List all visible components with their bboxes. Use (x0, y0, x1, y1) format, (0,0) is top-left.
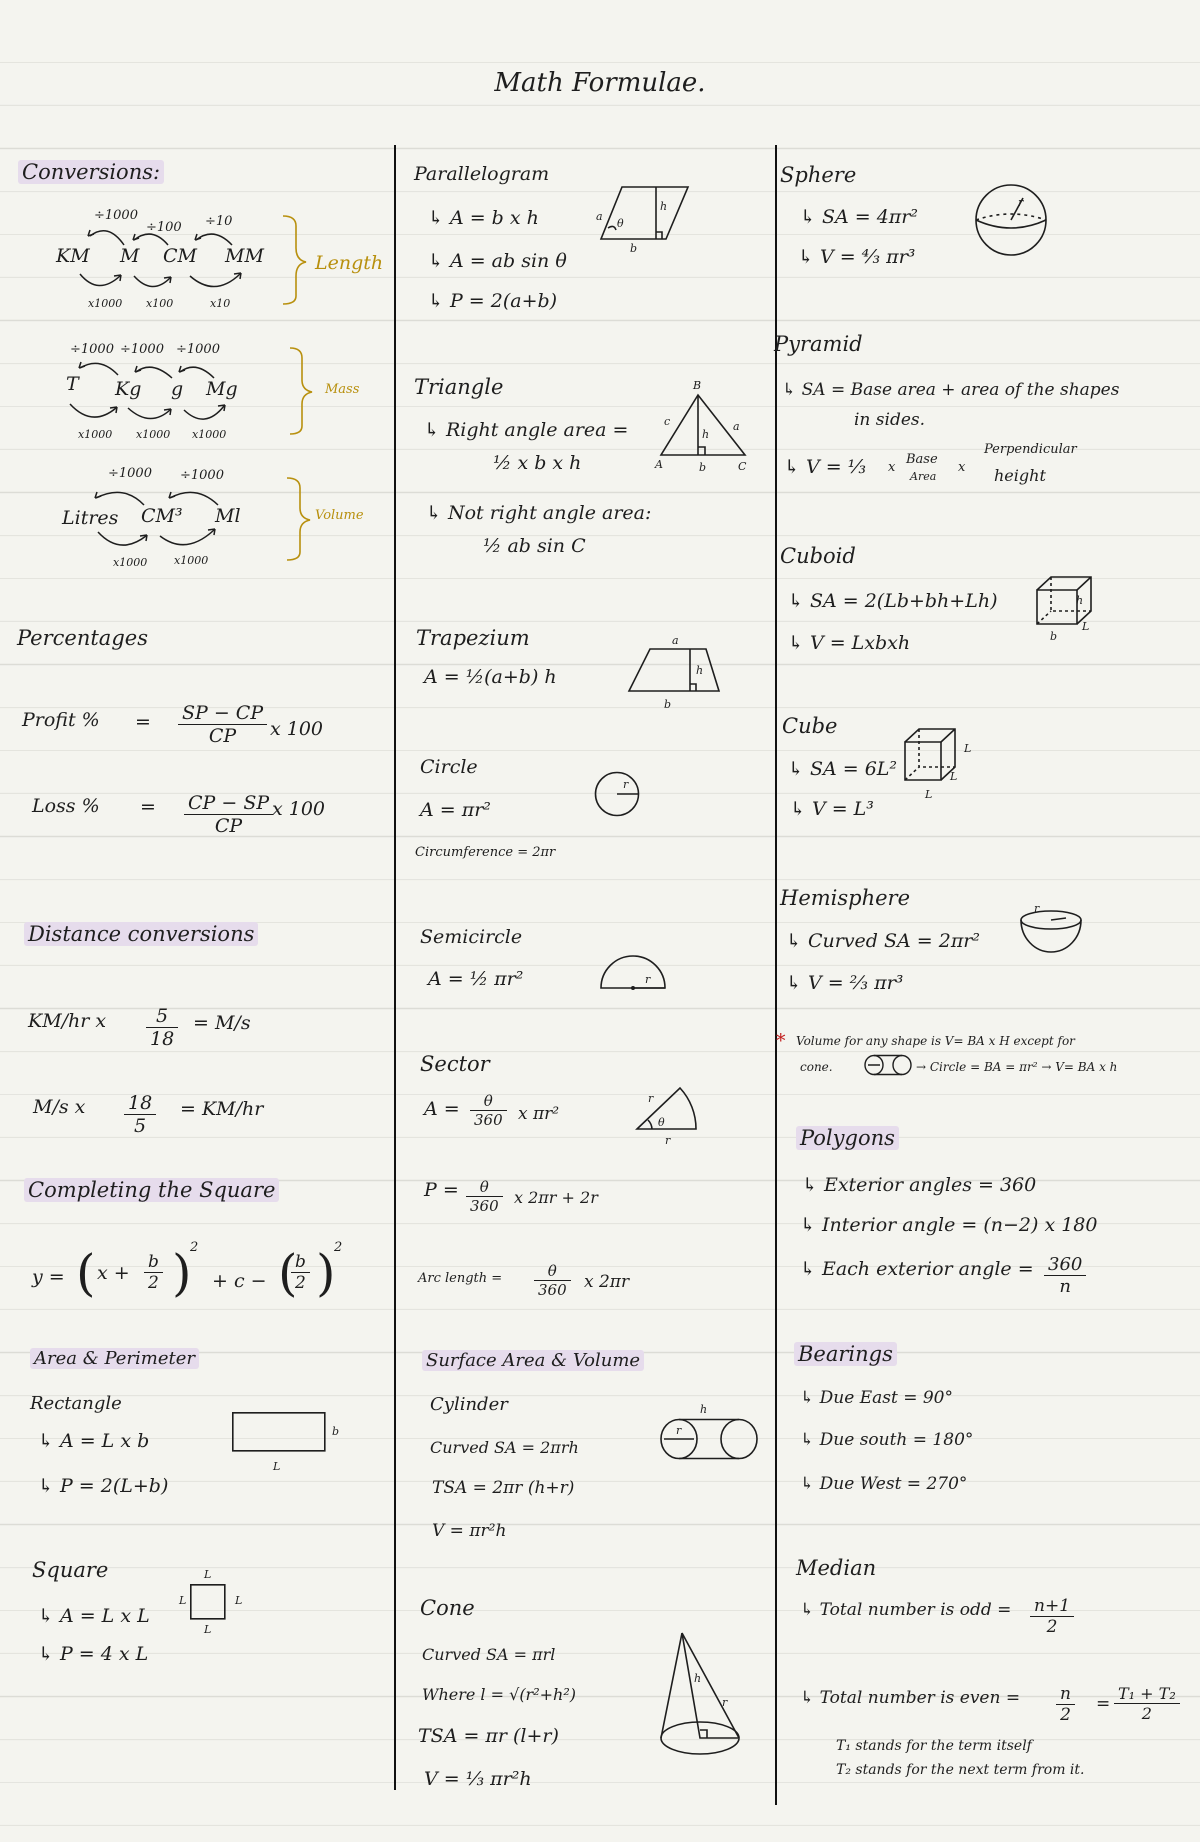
completing-b-over-2-second: $\frac{b}{2}$ (291, 1252, 310, 1293)
square-label-bottom: L (204, 1623, 212, 1636)
length-unit-m: M (120, 245, 140, 267)
mass-divide-1: ÷1000 (70, 342, 114, 357)
note-star: * (776, 1030, 786, 1052)
bearing-south: ↳ Due south = 180° (800, 1430, 974, 1450)
note-cylinder-sketch (864, 1054, 912, 1076)
median-even-fraction: $\frac{n}{2}$ (1056, 1684, 1075, 1725)
square-area: ↳ A = L x L (38, 1605, 150, 1627)
cube-label-bottom: L (925, 788, 933, 801)
column-divider-right (775, 145, 777, 1805)
length-unit-km: KM (56, 245, 90, 267)
volume-unit-cm3: CM³ (141, 505, 183, 527)
square-diagram (190, 1584, 226, 1620)
rectangle-label-b: b (332, 1425, 340, 1438)
trapezium-label-a: a (672, 634, 679, 647)
triangle-general-area-formula: ½ ab sin C (483, 535, 586, 557)
circle-diagram (594, 771, 640, 817)
distance-heading: Distance conversions (24, 922, 258, 946)
median-note-t1: T₁ stands for the term itself (836, 1738, 1032, 1754)
pyramid-area: Area (910, 470, 937, 483)
median-even-equals: = (1096, 1694, 1111, 1714)
parallelogram-label-theta: θ (617, 217, 624, 230)
trapezium-title: Trapezium (416, 626, 530, 650)
pyramid-height: height (994, 466, 1046, 485)
parallelogram-label-a: a (596, 210, 603, 223)
triangle-label-A: A (655, 458, 663, 471)
length-unit-cm: CM (163, 245, 197, 267)
sphere-label-r: r (1018, 196, 1024, 209)
rectangle-label-l: L (273, 1460, 281, 1473)
profit-multiplier: x 100 (270, 718, 324, 740)
pyramid-times-1: x (888, 460, 896, 475)
loss-fraction: $\frac{CP - SP}{CP}$ (184, 792, 273, 837)
triangle-title: Triangle (414, 375, 504, 399)
completing-open-paren: ( (76, 1244, 96, 1302)
triangle-label-c: c (664, 415, 671, 428)
sector-title: Sector (420, 1052, 490, 1076)
distance-row2-left: M/s x (33, 1096, 86, 1118)
hemisphere-volume: ↳ V = ⅔ πr³ (786, 972, 904, 994)
length-label: Length (315, 252, 384, 274)
triangle-right-area-label: ↳ Right angle area = (424, 419, 629, 441)
cuboid-label-l: L (1082, 620, 1090, 633)
length-multiply-2: x100 (146, 297, 174, 310)
sector-area-fraction: $\frac{\theta}{360}$ (470, 1092, 507, 1129)
volume-unit-litres: Litres (62, 507, 119, 529)
bearing-east: ↳ Due East = 90° (800, 1388, 953, 1408)
median-even: ↳ Total number is even = (800, 1688, 1021, 1708)
profit-label: Profit % (22, 709, 100, 731)
sphere-diagram (975, 184, 1047, 256)
cylinder-tsa: TSA = 2πr (h+r) (432, 1478, 575, 1498)
mass-label: Mass (325, 382, 360, 397)
loss-label: Loss % (32, 795, 100, 817)
cube-title: Cube (782, 714, 838, 738)
cuboid-label-h: h (1076, 594, 1084, 607)
pyramid-volume: ↳ V = ⅓ (784, 456, 867, 478)
square-perimeter: ↳ P = 4 x L (38, 1643, 149, 1665)
cylinder-label-r: r (676, 1424, 682, 1437)
cube-label-right: L (964, 742, 972, 755)
triangle-right-area-formula: ½ x b x h (493, 452, 582, 474)
bearings-title: Bearings (794, 1342, 897, 1366)
sector-label-r-lower: r (665, 1134, 671, 1147)
cuboid-diagram (1036, 576, 1092, 626)
cone-curved-sa: Curved SA = πrl (422, 1645, 556, 1664)
trapezium-diagram (628, 648, 720, 692)
square-label-right: L (235, 1594, 243, 1607)
median-title: Median (796, 1556, 877, 1580)
polygons-interior: ↳ Interior angle = (n−2) x 180 (800, 1214, 1098, 1236)
square-label-left: L (179, 1594, 187, 1607)
note-line-2-cone: cone. (800, 1060, 833, 1074)
distance-row2-right: = KM/hr (180, 1098, 264, 1120)
triangle-label-b: b (699, 461, 707, 474)
bearing-west: ↳ Due West = 270° (800, 1474, 968, 1494)
sector-perimeter-suffix: x 2πr + 2r (514, 1188, 598, 1207)
completing-square-2: 2 (334, 1240, 343, 1255)
sector-area-suffix: x πr² (518, 1104, 560, 1124)
cone-label-h: h (694, 1672, 702, 1685)
length-unit-mm: MM (225, 245, 264, 267)
pyramid-perpendicular: Perpendicular (984, 442, 1077, 457)
sector-diagram (636, 1084, 698, 1130)
trapezium-label-b: b (664, 698, 672, 711)
cube-surface-area: ↳ SA = 6L² (788, 758, 898, 780)
pyramid-times-2: x (958, 460, 966, 475)
rectangle-title: Rectangle (30, 1393, 122, 1414)
completing-heading: Completing the Square (24, 1178, 279, 1202)
completing-b-over-2: $\frac{b}{2}$ (144, 1252, 163, 1293)
volume-divide-1: ÷1000 (108, 466, 152, 481)
mass-unit-mg: Mg (206, 378, 238, 400)
trapezium-area: A = ½(a+b) h (424, 666, 557, 688)
cube-label-depth: L (950, 770, 958, 783)
distance-row2-fraction: $\frac{18}{5}$ (124, 1092, 156, 1137)
rectangle-area: ↳ A = L x b (38, 1430, 150, 1452)
area-perimeter-heading: Area & Perimeter (30, 1348, 199, 1369)
cone-label-r: r (722, 1696, 728, 1709)
completing-y: y = (32, 1266, 65, 1288)
mass-multiply-1: x1000 (78, 428, 113, 441)
profit-fraction: $\frac{SP - CP}{CP}$ (178, 702, 267, 747)
sphere-surface-area: ↳ SA = 4πr² (800, 206, 918, 228)
volume-multiply-1: x1000 (113, 556, 148, 569)
note-line-1: Volume for any shape is V= BA x H except for (796, 1034, 1075, 1048)
semicircle-diagram (600, 950, 666, 990)
hemisphere-diagram (1020, 910, 1082, 954)
cube-volume: ↳ V = L³ (790, 798, 874, 820)
cylinder-title: Cylinder (430, 1394, 508, 1415)
parallelogram-area-bh: ↳ A = b x h (428, 207, 539, 229)
sector-arc-length-prefix: Arc length = (418, 1271, 503, 1286)
page-title: Math Formulae. (494, 68, 706, 98)
cuboid-label-b: b (1050, 630, 1058, 643)
rectangle-perimeter: ↳ P = 2(L+b) (38, 1475, 169, 1497)
pyramid-surface-area: ↳ SA = Base area + area of the shapes (782, 380, 1120, 400)
sector-label-theta: θ (658, 1116, 665, 1129)
polygons-exterior-sum: ↳ Exterior angles = 360 (802, 1174, 1037, 1196)
distance-row1-left: KM/hr x (28, 1010, 107, 1032)
completing-open-paren-2: ( (278, 1244, 298, 1302)
volume-arrows (0, 0, 1, 1)
length-divide-1: ÷1000 (94, 208, 138, 223)
cube-diagram (904, 728, 956, 782)
parallelogram-perimeter: ↳ P = 2(a+b) (428, 290, 558, 312)
parallelogram-title: Parallelogram (414, 163, 550, 185)
profit-equals: = (135, 711, 151, 733)
median-note-t2: T₂ stands for the next term from it. (836, 1762, 1085, 1778)
square-label-top: L (204, 1568, 212, 1581)
triangle-label-B: B (693, 379, 702, 392)
hemisphere-label-r: r (1034, 902, 1040, 915)
volume-label: Volume (315, 508, 364, 523)
surface-volume-heading: Surface Area & Volume (422, 1350, 644, 1371)
cone-volume: V = ⅓ πr²h (424, 1768, 532, 1790)
note-line-2-formula: → Circle = BA = πr² → V= BA x h (916, 1060, 1118, 1074)
sector-arc-length-fraction: $\frac{\theta}{360}$ (534, 1262, 571, 1299)
pyramid-base: Base (906, 452, 938, 467)
cylinder-curved-sa: Curved SA = 2πrh (430, 1438, 579, 1457)
loss-equals: = (140, 796, 156, 818)
sector-label-r-upper: r (648, 1092, 654, 1105)
sector-area-prefix: A = (424, 1098, 460, 1120)
cuboid-volume: ↳ V = Lxbxh (788, 632, 911, 654)
volume-multiply-2: x1000 (174, 554, 209, 567)
triangle-label-C: C (738, 460, 747, 473)
loss-multiplier: x 100 (272, 798, 326, 820)
mass-divide-3: ÷1000 (176, 342, 220, 357)
semicircle-area: A = ½ πr² (428, 968, 524, 990)
triangle-general-area-label: ↳ Not right angle area: (426, 502, 652, 524)
circle-label-r: r (623, 778, 629, 791)
length-divide-3: ÷10 (205, 214, 233, 229)
pyramid-title: Pyramid (774, 332, 863, 356)
parallelogram-area-sin: ↳ A = ab sin θ (428, 250, 567, 272)
mass-multiply-3: x1000 (192, 428, 227, 441)
cone-title: Cone (420, 1596, 475, 1620)
median-odd-fraction: $\frac{n+1}{2}$ (1030, 1596, 1074, 1637)
hemisphere-title: Hemisphere (780, 886, 911, 910)
distance-row1-fraction: $\frac{5}{18}$ (146, 1005, 178, 1050)
cone-tsa: TSA = πr (l+r) (418, 1725, 559, 1747)
polygons-each-exterior: ↳ Each exterior angle = (800, 1258, 1034, 1280)
triangle-label-h: h (702, 428, 710, 441)
sphere-volume: ↳ V = ⁴⁄₃ πr³ (798, 246, 916, 268)
mass-multiply-2: x1000 (136, 428, 171, 441)
completing-close-paren-2: ) (316, 1244, 336, 1302)
pyramid-surface-area-cont: in sides. (854, 410, 926, 430)
semicircle-title: Semicircle (420, 926, 523, 948)
length-divide-2: ÷100 (146, 220, 182, 235)
hemisphere-curved-sa: ↳ Curved SA = 2πr² (786, 930, 981, 952)
percentages-heading: Percentages (17, 626, 148, 650)
column-divider-left (394, 145, 396, 1790)
cuboid-surface-area: ↳ SA = 2(Lb+bh+Lh) (788, 590, 998, 612)
sector-perimeter-prefix: P = (424, 1179, 459, 1201)
parallelogram-label-h: h (660, 200, 668, 213)
completing-c: + c − (212, 1270, 267, 1292)
cuboid-title: Cuboid (780, 544, 856, 568)
cylinder-label-h: h (700, 1403, 708, 1416)
completing-square-1: 2 (190, 1240, 199, 1255)
median-odd: ↳ Total number is odd = (800, 1600, 1012, 1620)
parallelogram-label-b: b (630, 242, 638, 255)
median-terms-fraction: $\frac{\text{T₁ + T₂}}{2}$ (1114, 1684, 1180, 1723)
square-title: Square (32, 1558, 109, 1582)
cone-slant: Where l = √(r²+h²) (422, 1685, 576, 1704)
conversions-heading: Conversions: (18, 160, 164, 184)
sector-perimeter-fraction: $\frac{\theta}{360}$ (466, 1178, 503, 1215)
cone-diagram (660, 1632, 740, 1756)
completing-x: x + (97, 1262, 130, 1284)
completing-close-paren: ) (172, 1244, 192, 1302)
trapezium-label-h: h (696, 664, 704, 677)
cylinder-volume: V = πr²h (432, 1521, 507, 1541)
mass-divide-2: ÷1000 (120, 342, 164, 357)
parallelogram-diagram (600, 186, 690, 240)
length-multiply-1: x1000 (88, 297, 123, 310)
sphere-title: Sphere (780, 163, 857, 187)
circle-area: A = πr² (420, 799, 491, 821)
sector-arc-length-suffix: x 2πr (584, 1272, 630, 1292)
polygons-title: Polygons (796, 1126, 899, 1150)
rectangle-diagram (232, 1412, 326, 1452)
mass-unit-t: T (66, 373, 79, 395)
circle-title: Circle (420, 756, 478, 778)
circle-circumference: Circumference = 2πr (415, 845, 556, 860)
semicircle-label-r: r (645, 973, 651, 986)
polygons-each-exterior-fraction: $\frac{360}{n}$ (1044, 1254, 1086, 1297)
mass-unit-g: g (171, 378, 184, 400)
length-multiply-3: x10 (210, 297, 231, 310)
volume-divide-2: ÷1000 (180, 468, 224, 483)
distance-row1-right: = M/s (193, 1012, 251, 1034)
volume-unit-ml: Ml (215, 505, 241, 527)
cylinder-diagram (660, 1418, 758, 1460)
triangle-label-a: a (733, 420, 740, 433)
mass-unit-kg: Kg (115, 378, 142, 400)
